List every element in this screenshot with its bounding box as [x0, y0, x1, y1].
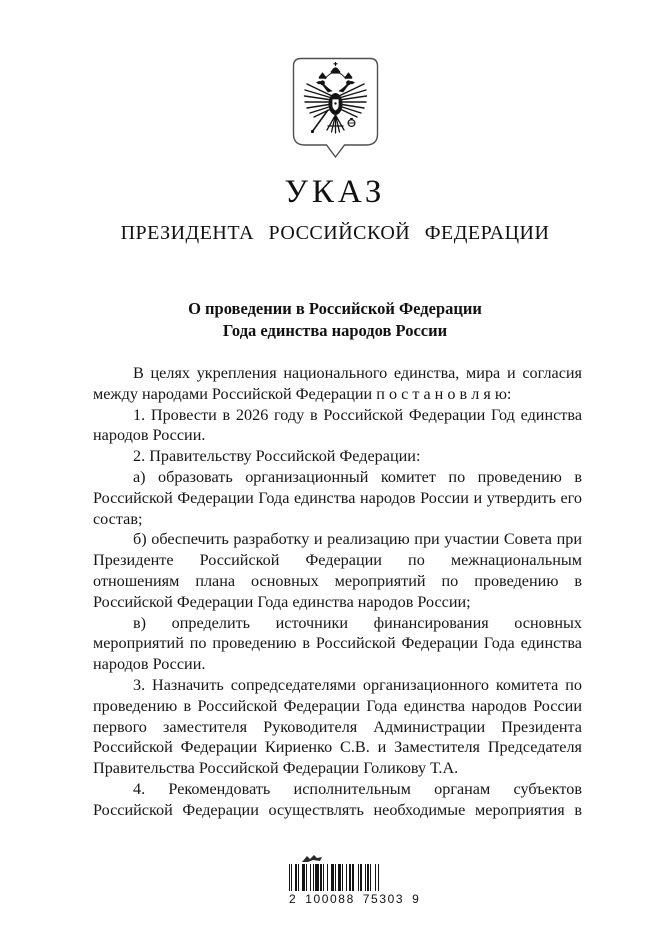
document-body — [93, 363, 582, 821]
barcode-digits: 2 100088 75303 9 — [289, 892, 421, 906]
document-subject — [0, 298, 670, 342]
issuing-authority: ПРЕЗИДЕНТА РОССИЙСКОЙ ФЕДЕРАЦИИ — [120, 222, 550, 244]
paragraph-6: в) определить источники финансирования основных мероприятий по проведению в Российской Федерации Года единства народов России. — [93, 613, 582, 674]
print-mark-icon — [299, 853, 325, 864]
document-title: УКАЗ — [284, 174, 386, 210]
paragraph-5: б) обеспечить разработку и реализацию при участии Совета при Президенте Российской Федерации по межнациональным отношениям плана основных мероприятий по проведению в Российской Федерации Года единства народов России; — [93, 530, 582, 611]
paragraph-2: 1. Провести в 2026 году в Российской Федерации Год единства народов России. — [93, 405, 582, 445]
paragraph-8: 4. Рекомендовать исполнительным органам субъектов Российской Федерации осуществлять необходимые мероприятия в — [93, 779, 582, 819]
paragraph-4: а) образовать организационный комитет по проведению в Российской Федерации Года единства народов России и утвердить его состав; — [93, 467, 582, 528]
barcode-icon — [289, 864, 393, 891]
paragraph-1: В целях укрепления национального единства, мира и согласия между народами Российской Федерации п о с т а н о в л я ю: — [93, 364, 582, 403]
paragraph-3: 2. Правительству Российской Федерации: — [133, 447, 421, 466]
subject-line-1: О проведении в Российской Федерации — [188, 299, 482, 318]
barcode-block — [289, 853, 421, 906]
paragraph-7: 3. Назначить сопредседателями организационного комитета по проведению в Российской Федерации Года единства народов России первого заместителя Руководителя Администрации Президента Российской Федерации Кириенко С.В. и Заместителя Председателя Правительства Российской Федерации Голикову Т.А. — [93, 675, 582, 778]
subject-line-2: Года единства народов России — [222, 321, 448, 340]
coat-of-arms-icon — [292, 57, 379, 160]
